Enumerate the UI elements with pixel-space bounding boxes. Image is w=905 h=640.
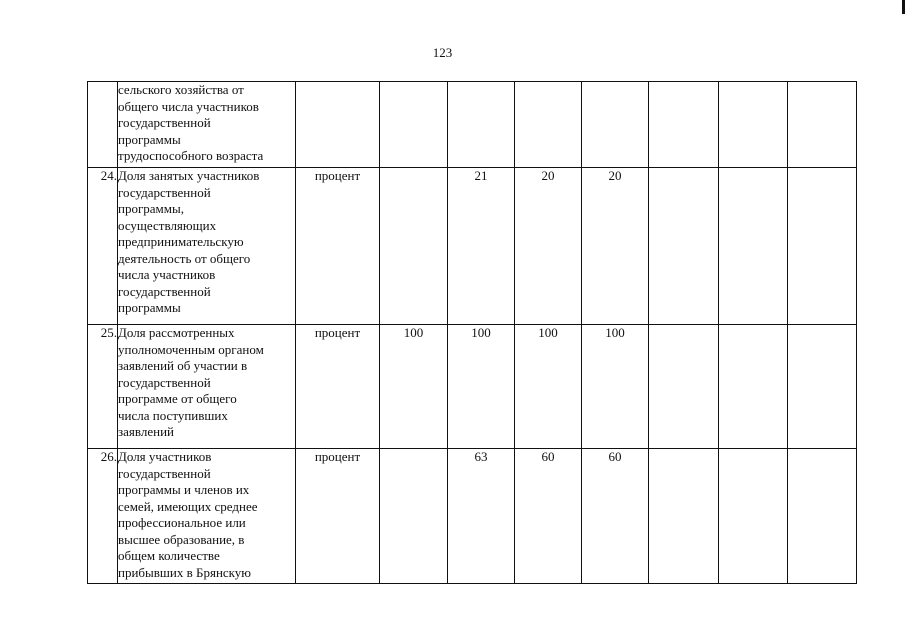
indicator-name-line: высшее образование, в <box>118 531 245 547</box>
value-cell <box>515 82 582 168</box>
indicator-name <box>118 82 296 168</box>
table-row <box>88 168 857 325</box>
value-cell <box>719 325 788 449</box>
indicator-name-line: государственной <box>118 184 211 200</box>
row-number: 26. <box>88 449 118 584</box>
row-number: 24. <box>88 168 118 325</box>
unit-cell: процент <box>296 325 380 449</box>
indicator-name-line: числа поступивших <box>118 407 228 423</box>
unit-cell: процент <box>296 168 380 325</box>
value-cell <box>649 168 719 325</box>
indicator-name-line: программе от общего <box>118 391 237 406</box>
unit-cell <box>296 82 380 168</box>
indicator-name-line: трудоспособного возраста <box>118 148 264 163</box>
indicator-name <box>118 168 296 325</box>
table-row <box>88 82 857 168</box>
value-cell <box>788 449 857 584</box>
indicator-name-line: государственной <box>118 465 211 481</box>
indicator-name-line: заявлений об участии в <box>118 358 248 373</box>
value-cell: 100 <box>448 325 515 449</box>
indicator-name-line: программы <box>118 300 181 315</box>
value-cell <box>719 82 788 168</box>
indicator-name-line: заявлений <box>118 424 174 439</box>
indicator-name-line: общем количестве <box>118 548 220 563</box>
value-cell: 100 <box>582 325 649 449</box>
value-cell: 100 <box>380 325 448 449</box>
indicator-name-line: Доля участников <box>118 449 212 464</box>
value-cell <box>649 449 719 584</box>
indicator-name-line: предпринимательскую <box>118 234 244 249</box>
indicator-name-line: семей, имеющих среднее <box>118 498 258 514</box>
value-cell <box>380 82 448 168</box>
table-row <box>88 325 857 449</box>
indicator-name-line: государственной <box>118 283 211 299</box>
value-cell <box>448 82 515 168</box>
value-cell: 20 <box>582 168 649 325</box>
indicator-name-line: сельского хозяйства от <box>118 82 244 97</box>
value-cell: 21 <box>448 168 515 325</box>
value-cell: 63 <box>448 449 515 584</box>
value-cell <box>719 168 788 325</box>
indicator-name <box>118 325 296 449</box>
value-cell <box>788 325 857 449</box>
row-number: 25. <box>88 325 118 449</box>
value-cell <box>380 168 448 325</box>
indicator-name-line: прибывших в Брянскую <box>118 564 252 580</box>
indicator-name-line: профессиональное или <box>118 515 246 530</box>
table-row <box>88 449 857 584</box>
unit-cell: процент <box>296 449 380 584</box>
indicator-name-line: программы и членов их <box>118 482 250 497</box>
indicator-name-line: Доля рассмотренных <box>118 325 235 340</box>
value-cell <box>788 168 857 325</box>
value-cell <box>649 82 719 168</box>
indicator-name-line: Доля занятых участников <box>118 168 260 183</box>
indicator-name-line: государственной <box>118 374 211 390</box>
indicators-table <box>87 81 857 584</box>
page-number: 123 <box>432 45 453 60</box>
value-cell <box>582 82 649 168</box>
value-cell: 60 <box>582 449 649 584</box>
indicator-name-line: числа участников <box>118 267 216 282</box>
value-cell <box>719 449 788 584</box>
row-number <box>88 82 118 168</box>
indicator-name-line: программы, <box>118 201 184 216</box>
indicator-name-line: государственной <box>118 115 211 130</box>
value-cell: 60 <box>515 449 582 584</box>
value-cell <box>788 82 857 168</box>
value-cell: 100 <box>515 325 582 449</box>
indicator-name-line: осуществляющих <box>118 217 217 233</box>
indicator-name-line: общего числа участников <box>118 98 259 114</box>
indicator-name-line: уполномоченным органом <box>118 341 264 357</box>
indicator-name-line: программы <box>118 131 181 147</box>
value-cell <box>649 325 719 449</box>
value-cell: 20 <box>515 168 582 325</box>
indicator-name-line: деятельность от общего <box>118 250 251 266</box>
value-cell <box>380 449 448 584</box>
indicator-name <box>118 449 296 584</box>
